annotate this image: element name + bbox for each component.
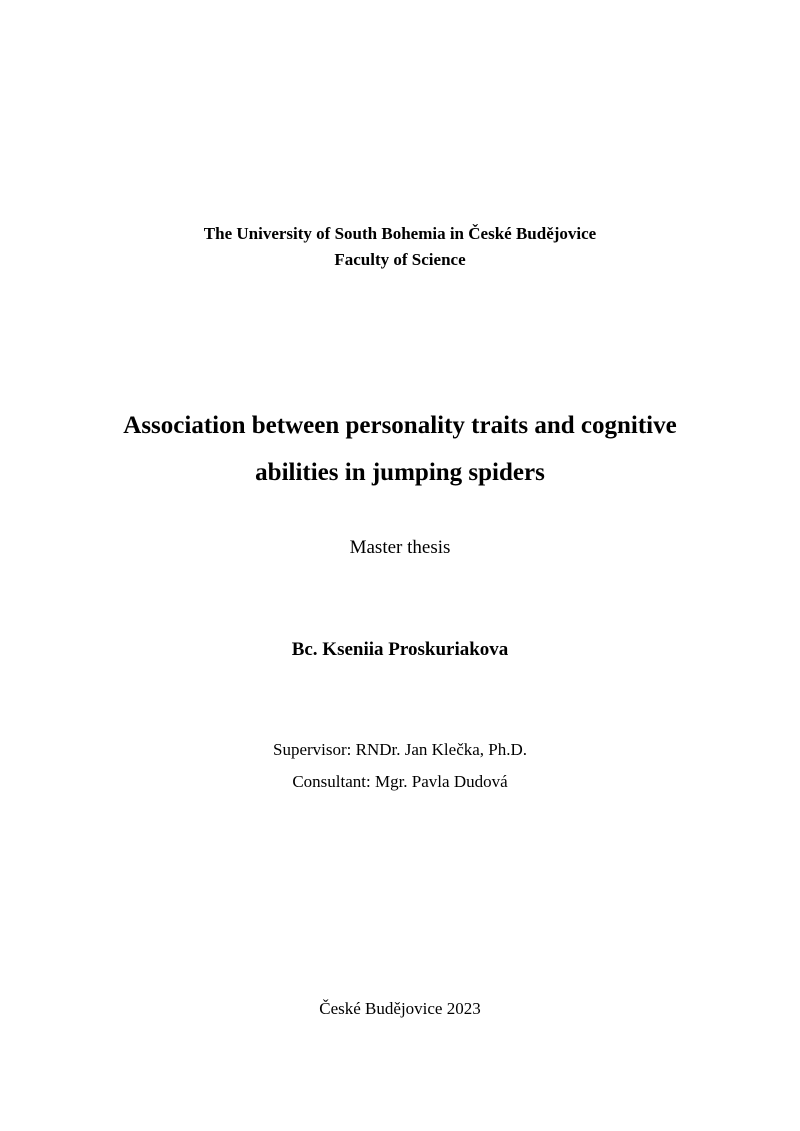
thesis-title-line-1: Association between personality traits and cognitive	[123, 412, 677, 439]
thesis-type: Master thesis	[349, 537, 451, 558]
university-name: The University of South Bohemia in České Budějovice	[203, 224, 597, 243]
thesis-title-line-2: abilities in jumping spiders	[255, 459, 545, 486]
place-and-year: České Budějovice 2023	[319, 999, 481, 1018]
consultant: Consultant: Mgr. Pavla Dudová	[292, 772, 508, 791]
faculty-name: Faculty of Science	[334, 250, 466, 269]
author-name: Bc. Kseniia Proskuriakova	[291, 639, 509, 660]
supervisor: Supervisor: RNDr. Jan Klečka, Ph.D.	[272, 740, 528, 759]
